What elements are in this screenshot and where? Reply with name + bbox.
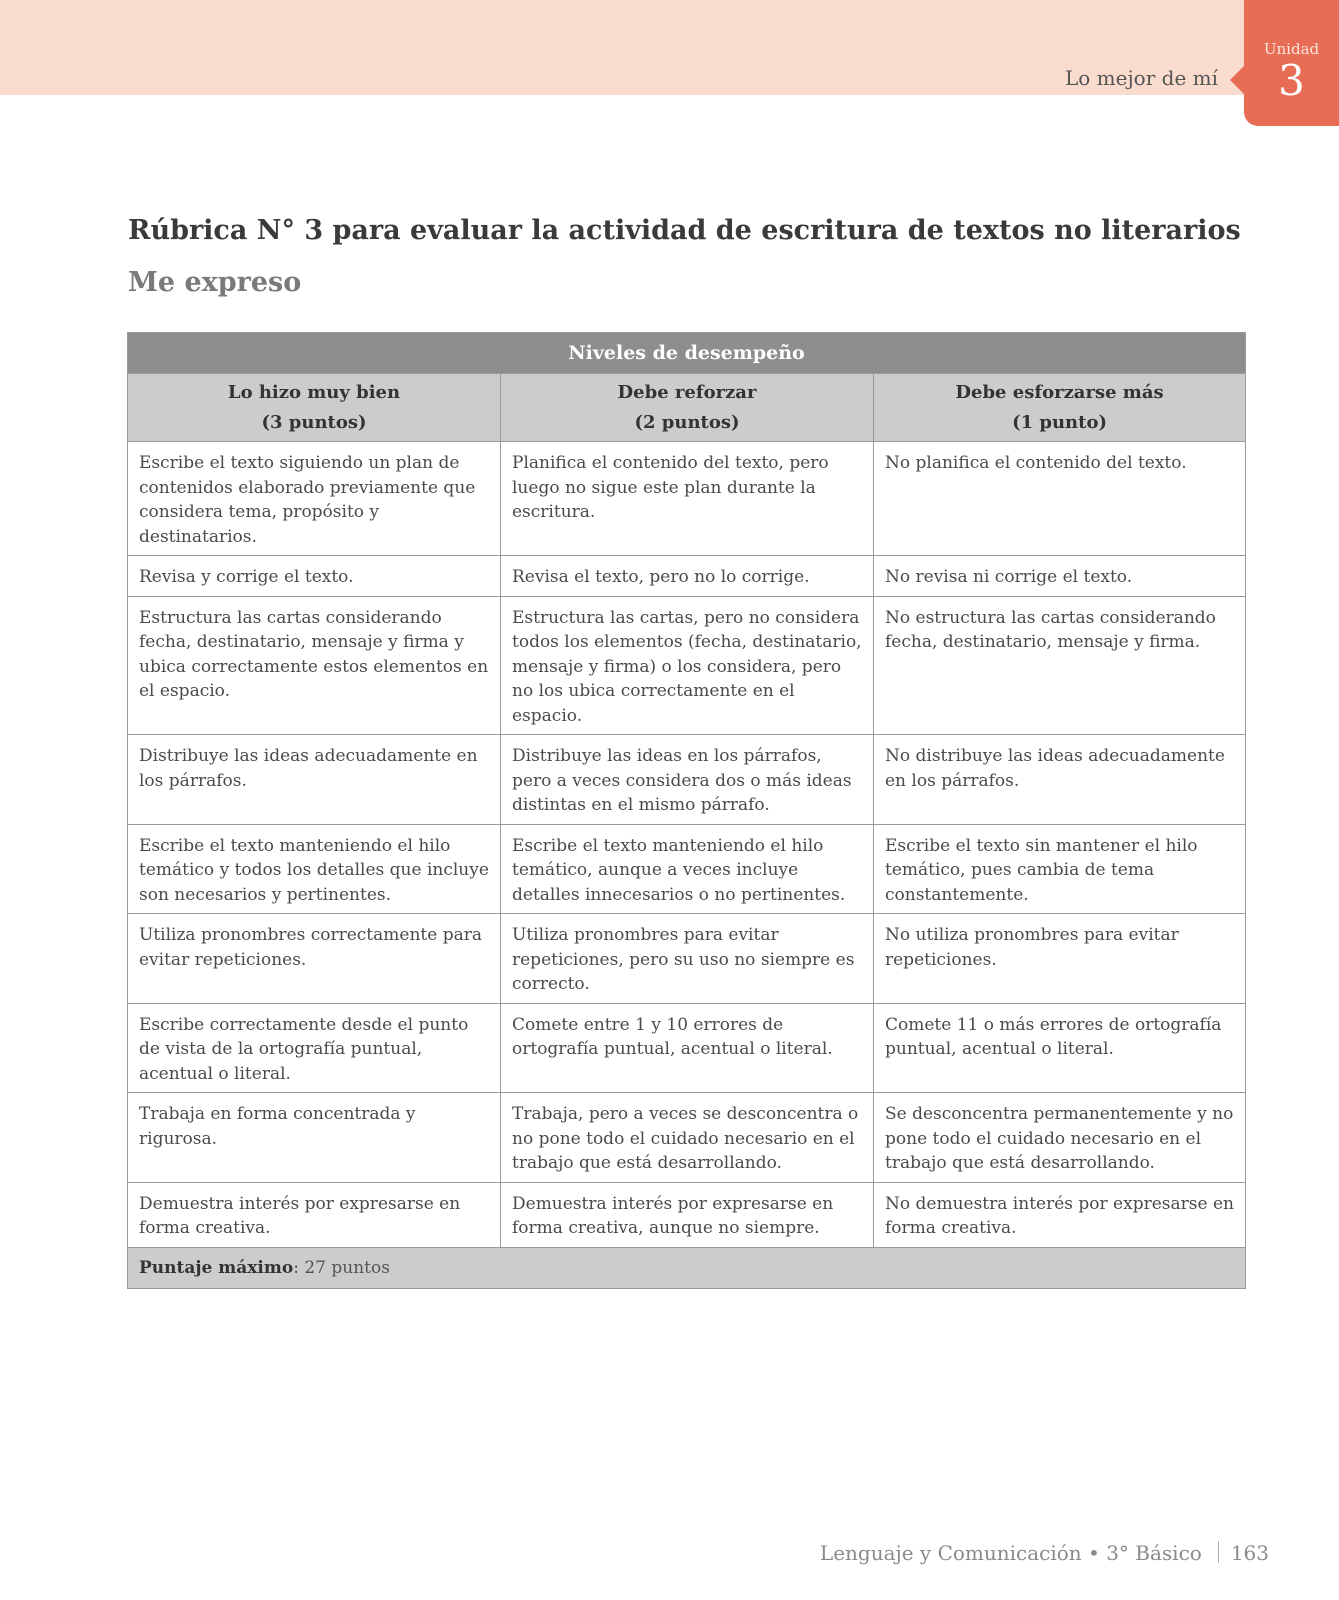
- table-row: [128, 596, 1246, 735]
- table-cell: Trabaja en forma concentrada y rigurosa.: [128, 1093, 501, 1183]
- max-score-separator: :: [293, 1257, 299, 1278]
- table-cell: Escribe el texto manteniendo el hilo temático y todos los detalles que incluye son necesarios y pertinentes.: [128, 824, 501, 914]
- table-cell: Estructura las cartas considerando fecha, destinatario, mensaje y firma y ubica correctamente estos elementos en el espacio.: [128, 596, 501, 735]
- page-number: 163: [1230, 1541, 1269, 1565]
- table-cell: Demuestra interés por expresarse en forma creativa, aunque no siempre.: [501, 1182, 874, 1247]
- max-score-row: [128, 1247, 1246, 1289]
- column-header-points: (3 puntos): [261, 411, 367, 433]
- table-row: [128, 914, 1246, 1004]
- column-header: [128, 374, 501, 442]
- column-header-points: (2 puntos): [634, 411, 740, 433]
- section-title: Lo mejor de mí: [1065, 66, 1218, 90]
- table-cell: Escribe el texto manteniendo el hilo temático, aunque a veces incluye detalles innecesarios o no pertinentes.: [501, 824, 874, 914]
- table-cell: Se desconcentra permanentemente y no pone todo el cuidado necesario en el trabajo que está desarrollando.: [874, 1093, 1246, 1183]
- table-cell: Comete 11 o más errores de ortografía puntual, acentual o literal.: [874, 1003, 1246, 1093]
- unit-label: Unidad: [1263, 40, 1320, 58]
- column-header-label: Debe esforzarse más: [955, 381, 1164, 403]
- table-row: [128, 1003, 1246, 1093]
- table-cell: Escribe el texto siguiendo un plan de contenidos elaborado previamente que considera tema, propósito y destinatarios.: [128, 442, 501, 556]
- table-cell: Escribe correctamente desde el punto de vista de la ortografía puntual, acentual o literal.: [128, 1003, 501, 1093]
- table-cell: Utiliza pronombres para evitar repeticiones, pero su uso no siempre es correcto.: [501, 914, 874, 1004]
- table-cell: No planifica el contenido del texto.: [874, 442, 1246, 556]
- table-cell: Revisa el texto, pero no lo corrige.: [501, 556, 874, 597]
- max-score-label: Puntaje máximo: [139, 1257, 294, 1278]
- table-cell: Utiliza pronombres correctamente para evitar repeticiones.: [128, 914, 501, 1004]
- column-header-points: (1 punto): [1012, 411, 1107, 433]
- table-cell: Estructura las cartas, pero no considera todos los elementos (fecha, destinatario, mensaje y firma) o los considera, pero no los ubica correctamente en el espacio.: [501, 596, 874, 735]
- table-row: [128, 1182, 1246, 1247]
- footer-divider: [1218, 1541, 1219, 1563]
- unit-number: 3: [1278, 56, 1305, 105]
- table-row: [128, 735, 1246, 825]
- max-score-value: 27 puntos: [304, 1257, 390, 1278]
- page-title: Rúbrica N° 3 para evaluar la actividad de escritura de textos no literarios: [128, 215, 1241, 246]
- table-cell: Trabaja, pero a veces se desconcentra o no pone todo el cuidado necesario en el trabajo que está desarrollando.: [501, 1093, 874, 1183]
- unit-tab: [1244, 0, 1339, 126]
- column-header-label: Lo hizo muy bien: [227, 381, 401, 403]
- table-row: [128, 1093, 1246, 1183]
- table-cell: No utiliza pronombres para evitar repeticiones.: [874, 914, 1246, 1004]
- column-header-label: Debe reforzar: [617, 381, 757, 403]
- table-cell: Demuestra interés por expresarse en forma creativa.: [128, 1182, 501, 1247]
- table-cell: Distribuye las ideas en los párrafos, pero a veces considera dos o más ideas distintas en el mismo párrafo.: [501, 735, 874, 825]
- column-header: [501, 374, 874, 442]
- table-cell: Escribe el texto sin mantener el hilo temático, pues cambia de tema constantemente.: [874, 824, 1246, 914]
- table-cell: Revisa y corrige el texto.: [128, 556, 501, 597]
- table-row: [128, 824, 1246, 914]
- table-row: [128, 442, 1246, 556]
- column-header: [874, 374, 1246, 442]
- table-cell: No revisa ni corrige el texto.: [874, 556, 1246, 597]
- page-subtitle: Me expreso: [128, 267, 302, 298]
- table-cell: No distribuye las ideas adecuadamente en los párrafos.: [874, 735, 1246, 825]
- page-footer: [820, 1541, 1269, 1565]
- table-cell: No demuestra interés por expresarse en forma creativa.: [874, 1182, 1246, 1247]
- table-cell: Comete entre 1 y 10 errores de ortografía puntual, acentual o literal.: [501, 1003, 874, 1093]
- rubric-table: [127, 332, 1246, 1289]
- book-title: Lenguaje y Comunicación • 3° Básico: [819, 1541, 1202, 1565]
- table-cell: Distribuye las ideas adecuadamente en los párrafos.: [128, 735, 501, 825]
- max-score-cell: [128, 1247, 1246, 1289]
- column-header-row: [128, 374, 1246, 442]
- table-cell: Planifica el contenido del texto, pero luego no sigue este plan durante la escritura.: [501, 442, 874, 556]
- unit-tab-pointer: [1230, 66, 1244, 94]
- performance-levels-header: Niveles de desempeño: [128, 333, 1246, 374]
- table-cell: No estructura las cartas considerando fecha, destinatario, mensaje y firma.: [874, 596, 1246, 735]
- table-row: [128, 556, 1246, 597]
